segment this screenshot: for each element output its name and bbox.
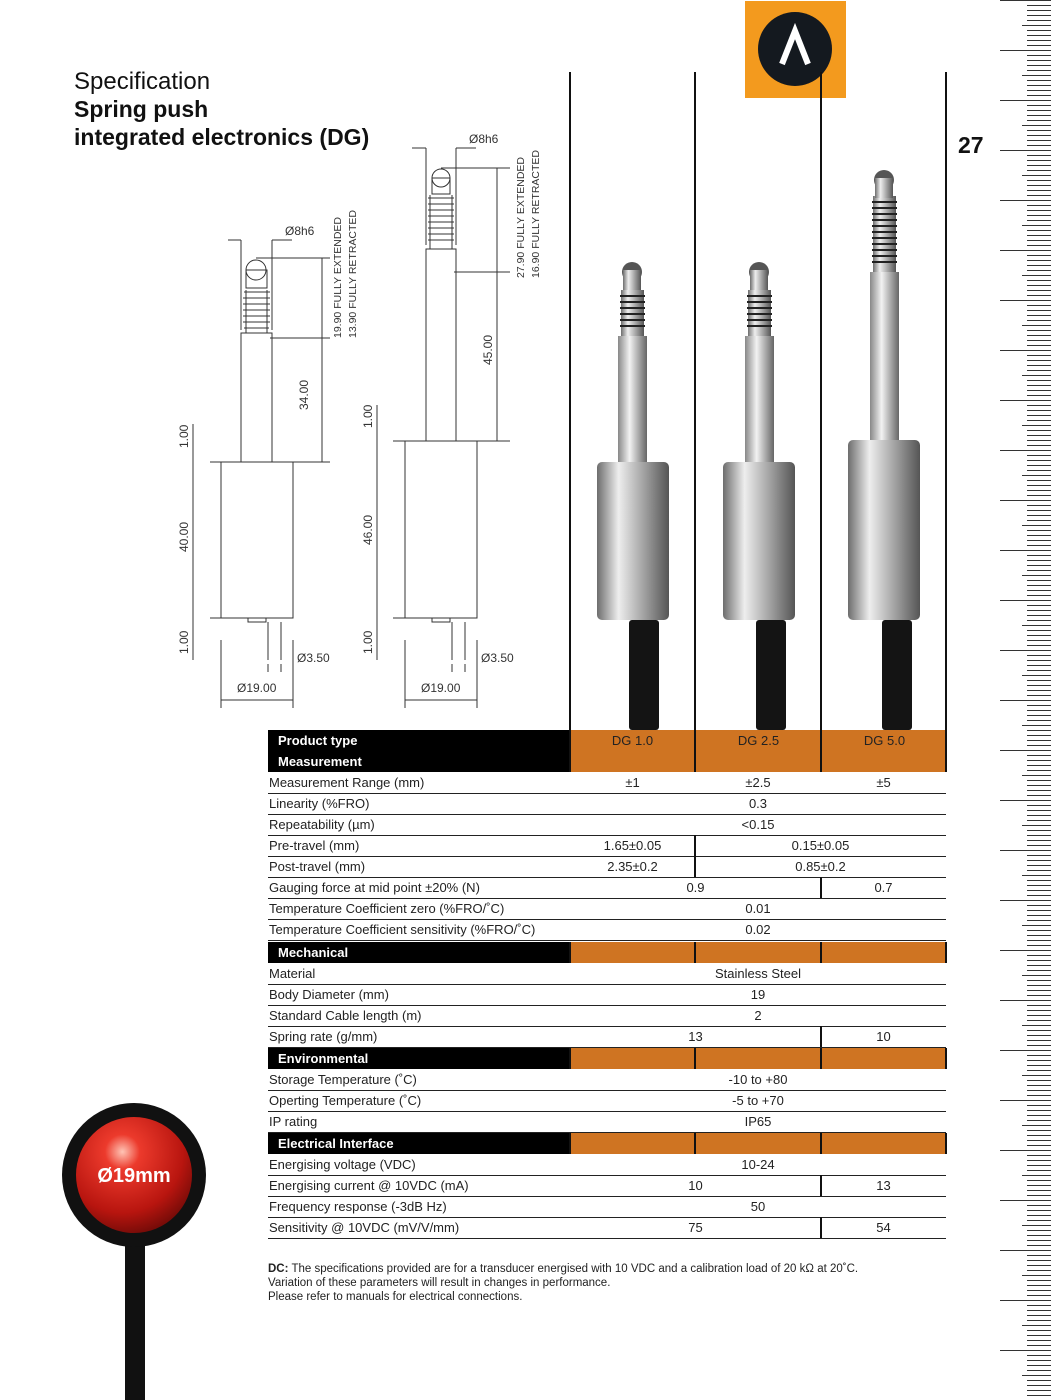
row-label: Post-travel (mm) [269, 859, 366, 874]
row-label: Energising current @ 10VDC (mA) [269, 1178, 469, 1193]
left-tip-dia: Ø8h6 [285, 224, 315, 238]
row-label: Frequency response (-3dB Hz) [269, 1199, 447, 1214]
cell: 0.3 [748, 796, 768, 811]
left-stroke-ret: 13.90 FULLY RETRACTED [347, 210, 359, 338]
section-mechanical [268, 942, 946, 964]
table-row [268, 1154, 946, 1176]
right-bottom-gap: 1.00 [361, 630, 375, 654]
section-measurement [268, 751, 946, 773]
page-number: 27 [958, 132, 984, 158]
product-photo-dg2-5 [723, 262, 795, 730]
row-label: Gauging force at mid point ±20% (N) [269, 880, 480, 895]
row-label: Linearity (%FRO) [269, 796, 370, 811]
table-row [268, 1111, 946, 1133]
row-label: Spring rate (g/mm) [269, 1029, 378, 1044]
cell: 54 [876, 1220, 891, 1235]
footnote-line3: Please refer to manuals for electrical connections. [268, 1291, 523, 1303]
table-row [268, 984, 946, 1006]
right-shaft-len: 45.00 [481, 334, 495, 365]
left-body-len: 40.00 [177, 521, 191, 552]
product-dg5: DG 5.0 [863, 733, 906, 748]
right-cable-dia: Ø3.50 [481, 651, 514, 665]
product-dg2-5: DG 2.5 [737, 733, 780, 748]
table-row [268, 814, 946, 836]
left-body-dia: Ø19.00 [237, 681, 277, 695]
row-label: Body Diameter (mm) [269, 987, 389, 1002]
row-label: Storage Temperature (˚C) [269, 1072, 417, 1087]
table-row [268, 1069, 946, 1091]
drawing-left [193, 240, 330, 708]
left-shaft-len: 34.00 [297, 379, 311, 410]
product-type-label: Product type [268, 730, 570, 751]
row-label: Measurement Range (mm) [269, 775, 425, 790]
table-row [268, 1005, 946, 1027]
left-stroke-ext: 19.90 FULLY EXTENDED [332, 217, 344, 338]
right-body-dia: Ø19.00 [421, 681, 461, 695]
footnote [268, 1262, 858, 1304]
section-electrical [268, 1133, 946, 1155]
table-row [268, 919, 946, 941]
table-row [268, 856, 946, 878]
table-row [268, 1026, 946, 1048]
cell: IP65 [744, 1114, 772, 1129]
row-label: Temperature Coefficient zero (%FRO/˚C) [269, 901, 505, 916]
cell: 19 [750, 987, 766, 1002]
cell: 13 [876, 1178, 891, 1193]
section-label: Environmental [268, 1048, 570, 1069]
table-row [268, 793, 946, 815]
product-photo-dg5 [848, 170, 920, 730]
cell: ±2.5 [745, 775, 771, 790]
cell: 0.9 [686, 880, 705, 895]
table-row-product-type [268, 730, 946, 752]
right-body-len: 46.00 [361, 514, 375, 545]
footnote-line1: The specifications provided are for a transducer energised with 10 VDC and a calibration load of 20 kΩ at 20˚C. [288, 1263, 859, 1275]
drawing-right [377, 148, 510, 708]
left-top-gap: 1.00 [177, 424, 191, 448]
cell: Stainless Steel [715, 966, 801, 981]
table-row [268, 1196, 946, 1218]
cell: 0.7 [874, 880, 893, 895]
cell: 2 [754, 1008, 762, 1023]
cell: 0.01 [745, 901, 771, 916]
table-row [268, 877, 946, 899]
diameter-badge [58, 1103, 213, 1400]
cell: -10 to +80 [728, 1072, 788, 1087]
product-dg1: DG 1.0 [611, 733, 654, 748]
cell: 0.02 [745, 922, 771, 937]
section-label: Measurement [268, 751, 570, 772]
table-row [268, 772, 946, 794]
cell: 50 [750, 1199, 766, 1214]
right-top-gap: 1.00 [361, 404, 375, 428]
cell: 0.15±0.05 [791, 838, 850, 853]
cell: 10 [688, 1178, 703, 1193]
table-row [268, 898, 946, 920]
cell: <0.15 [741, 817, 775, 832]
row-label: Energising voltage (VDC) [269, 1157, 416, 1172]
cell: -5 to +70 [732, 1093, 784, 1108]
table-row [268, 835, 946, 857]
row-label: Repeatability (µm) [269, 817, 375, 832]
footnote-prefix: DC: [268, 1263, 289, 1275]
footnote-line2: Variation of these parameters will result in changes in performance. [268, 1277, 611, 1289]
row-label: Standard Cable length (m) [269, 1008, 422, 1023]
cell: 75 [688, 1220, 703, 1235]
row-label: Temperature Coefficient sensitivity (%FRO/˚C) [269, 922, 536, 937]
cell: 13 [688, 1029, 703, 1044]
row-label: Sensitivity @ 10VDC (mV/V/mm) [269, 1220, 460, 1235]
section-label: Mechanical [268, 942, 570, 963]
cell: 10-24 [741, 1157, 775, 1172]
table-row [268, 1175, 946, 1197]
page-subtitle: Spring push [74, 96, 209, 122]
cell: ±1 [625, 775, 640, 790]
left-cable-dia: Ø3.50 [297, 651, 330, 665]
cell: 1.65±0.05 [603, 838, 662, 853]
cell: ±5 [876, 775, 891, 790]
table-row [268, 963, 946, 985]
right-stroke-ret: 16.90 FULLY RETRACTED [530, 150, 542, 278]
row-label: Material [269, 966, 316, 981]
row-label: IP rating [269, 1114, 318, 1129]
right-tip-dia: Ø8h6 [469, 132, 499, 146]
cell: 10 [876, 1029, 891, 1044]
cell: 2.35±0.2 [607, 859, 658, 874]
product-photo-dg1 [597, 262, 669, 730]
section-label: Electrical Interface [268, 1133, 570, 1154]
page-subtitle-2: integrated electronics (DG) [74, 124, 370, 150]
row-label: Operting Temperature (˚C) [269, 1093, 422, 1108]
table-row [268, 1217, 946, 1239]
left-bottom-gap: 1.00 [177, 630, 191, 654]
section-environmental [268, 1048, 946, 1070]
badge-label: Ø19mm [97, 1165, 171, 1187]
right-stroke-ext: 27.90 FULLY EXTENDED [515, 157, 527, 278]
technical-drawing [0, 0, 1000, 735]
ruler-scale [1000, 0, 1051, 1400]
table-row [268, 1090, 946, 1112]
row-label: Pre-travel (mm) [269, 838, 360, 853]
cell: 0.85±0.2 [795, 859, 846, 874]
page-title: Specification [74, 68, 211, 95]
